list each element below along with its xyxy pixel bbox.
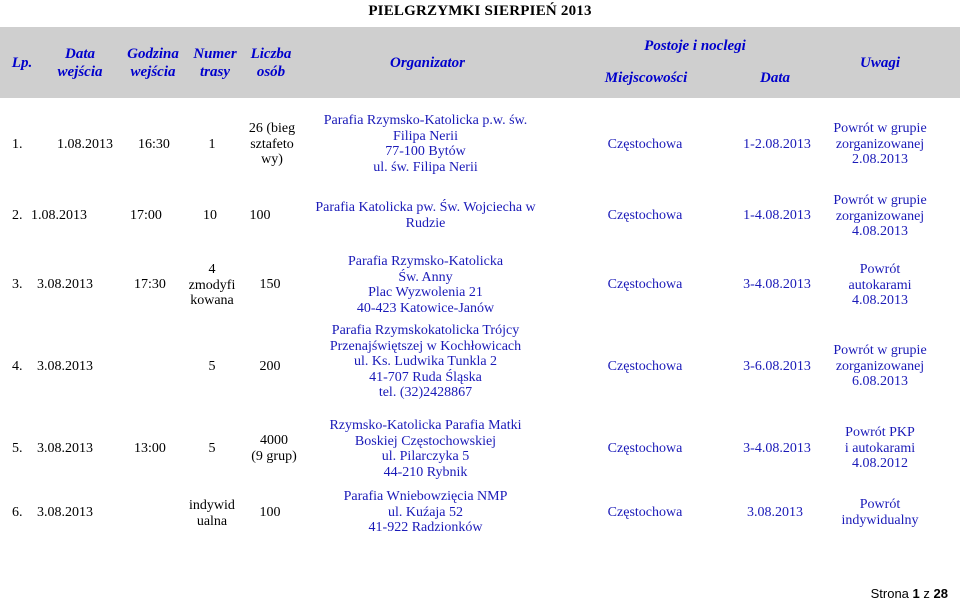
row-notes: Powrót w grupie zorganizowanej 6.08.2013 xyxy=(833,343,927,389)
header-data: Data xyxy=(760,70,790,86)
header-numer: Numer trasy xyxy=(193,46,237,80)
row-date: 3.08.2013 xyxy=(37,277,93,292)
row-organizer: Parafia Rzymsko-Katolicka p.w. św. Filipa Nerii 77-100 Bytów ul. św. Filipa Nerii xyxy=(323,113,528,175)
header-uwagi: Uwagi xyxy=(859,55,900,71)
row-route: 10 xyxy=(203,208,217,223)
row-organizer: Rzymsko-Katolicka Parafia Matki Boskiej Częstochowskiej ul. Pilarczyka 5 44-210 Rybnik xyxy=(329,418,522,480)
row-stay-date: 3-4.08.2013 xyxy=(743,277,811,292)
row-lp: 5. xyxy=(12,441,23,456)
row-lp: 1. xyxy=(12,137,23,152)
row-route: 4 zmodyfi kowana xyxy=(188,262,236,308)
row-route: 5 xyxy=(208,441,216,456)
row-count: 26 (bieg sztafeto wy) xyxy=(248,121,296,167)
header-postoje: Postoje i noclegi xyxy=(644,38,746,54)
row-lp: 4. xyxy=(12,359,23,374)
row-date: 3.08.2013 xyxy=(37,441,93,456)
row-lp: 6. xyxy=(12,505,23,520)
page-number: Strona 1 z 28 xyxy=(870,586,948,601)
row-stay-date: 1-2.08.2013 xyxy=(743,137,811,152)
row-notes: Powrót w grupie zorganizowanej 4.08.2013 xyxy=(833,193,927,239)
row-organizer: Parafia Katolicka pw. Św. Wojciecha w Rudzie xyxy=(315,200,536,231)
row-date: 1.08.2013 xyxy=(57,137,113,152)
row-count: 4000 (9 grup) xyxy=(251,433,297,464)
row-organizer: Parafia Wniebowzięcia NMP ul. Kuźaja 52 41-922 Radzionków xyxy=(343,489,508,535)
row-stay-date: 1-4.08.2013 xyxy=(743,208,811,223)
row-organizer: Parafia Rzymskokatolicka Trójcy Przenajświętszej w Kochłowicach ul. Ks. Ludwika Tunkla 2 41-707 Ruda Śląska tel. (32)2428867 xyxy=(329,323,522,400)
row-place: Częstochowa xyxy=(607,359,683,374)
row-lp: 2. xyxy=(12,208,23,223)
document-title: PIELGRZYMKI SIERPIEŃ 2013 xyxy=(368,3,592,19)
header-liczba: Liczba osób xyxy=(250,46,292,80)
row-place: Częstochowa xyxy=(607,137,683,152)
row-lp: 3. xyxy=(12,277,23,292)
row-date: 3.08.2013 xyxy=(37,505,93,520)
row-notes: Powrót indywidualny xyxy=(841,497,919,528)
row-route: 1 xyxy=(208,137,216,152)
row-place: Częstochowa xyxy=(607,505,683,520)
row-notes: Powrót PKP i autokarami 4.08.2012 xyxy=(844,425,916,471)
row-date: 3.08.2013 xyxy=(37,359,93,374)
header-lp: Lp. xyxy=(11,55,33,71)
row-notes: Powrót autokarami 4.08.2013 xyxy=(848,262,912,308)
header-miejscowosci: Miejscowości xyxy=(604,70,688,86)
header-data-wejscia: Data wejścia xyxy=(57,46,103,80)
row-count: 200 xyxy=(259,359,281,374)
row-time: 16:30 xyxy=(138,137,170,152)
row-date: 1.08.2013 xyxy=(31,208,87,223)
row-time: 13:00 xyxy=(134,441,166,456)
row-time: 17:00 xyxy=(130,208,162,223)
row-time: 17:30 xyxy=(134,277,166,292)
row-route: 5 xyxy=(208,359,216,374)
row-stay-date: 3-6.08.2013 xyxy=(743,359,811,374)
row-stay-date: 3.08.2013 xyxy=(747,505,803,520)
row-route: indywid ualna xyxy=(189,498,235,529)
row-place: Częstochowa xyxy=(607,208,683,223)
row-count: 100 xyxy=(249,208,271,223)
row-organizer: Parafia Rzymsko-Katolicka Św. Anny Plac Wyzwolenia 21 40-423 Katowice-Janów xyxy=(347,254,504,316)
row-count: 100 xyxy=(259,505,281,520)
row-notes: Powrót w grupie zorganizowanej 2.08.2013 xyxy=(833,121,927,167)
row-place: Częstochowa xyxy=(607,441,683,456)
row-place: Częstochowa xyxy=(607,277,683,292)
row-stay-date: 3-4.08.2013 xyxy=(743,441,811,456)
row-count: 150 xyxy=(259,277,281,292)
header-godzina: Godzina wejścia xyxy=(127,46,179,80)
header-organizator: Organizator xyxy=(389,55,466,71)
